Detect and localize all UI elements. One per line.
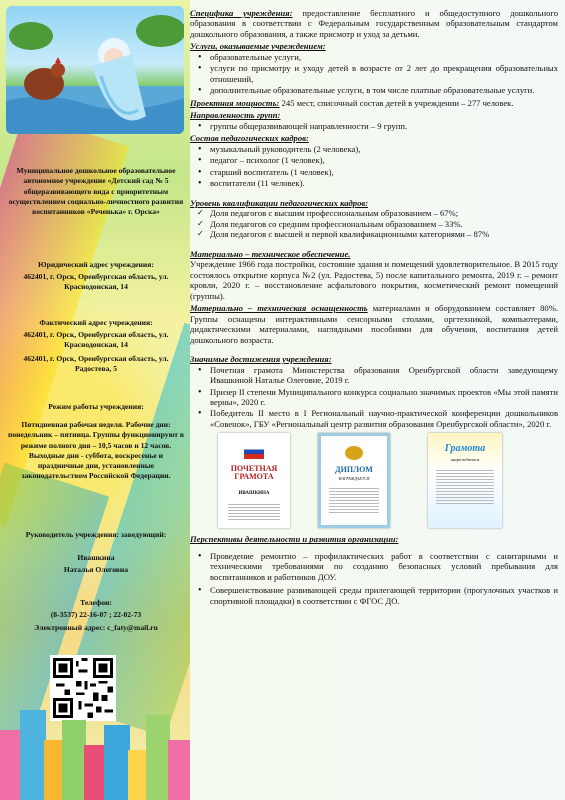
qualification-list: [190, 208, 558, 239]
groups-list: [190, 121, 558, 131]
list-item: • Совершенствование развивающей среды прилегающей территории (прогулочных участков и спортивной площадки) в соответствии с ФГОС ДО.: [210, 585, 558, 606]
list-item: • группы общеразвивающей направленности – 9 групп.: [210, 121, 558, 131]
list-item: • воспитатели (11 человек).: [210, 178, 558, 188]
list-item: • педагог – психолог (1 человек),: [210, 155, 558, 165]
achievements-list: [190, 365, 558, 430]
actual-address-label: Фактический адрес учреждения:: [39, 318, 153, 327]
head-name-given: Наталья Олеговна: [63, 565, 129, 574]
phone-number: (8-3537) 22-16-07 ; 22-02-73: [50, 610, 142, 619]
capacity-paragraph: [190, 98, 558, 108]
capacity-heading: Проектная мощность:: [190, 97, 280, 108]
groups-heading: Направленность групп:: [190, 110, 281, 121]
material-heading: Материально – техническое обеспечение.: [190, 248, 351, 259]
list-item: • Проведение ремонтно – профилактических работ в соответствии с санитарными и техническими требованиями по созданию безопасных условий пребывания для воспитанников и работников ДОУ.: [210, 551, 558, 582]
organization-title: Муниципальное дошкольное образовательное автономное учреждение «Детский сад № 5 общеразвивающего вида с приоритетным осуществлением социально-личностного развития воспитанников «Реченька» г. Орска»: [8, 166, 184, 216]
city-skyline-decoration: [0, 690, 190, 800]
phone-label: Телефон:: [80, 598, 112, 607]
staff-heading: Состав педагогических кадров:: [190, 133, 309, 144]
certificate-gramota-subtitle: награждается: [450, 456, 480, 462]
schedule-label: Режим работы учреждения:: [48, 402, 144, 411]
perspectives-heading: Перспективы деятельности и развития организации:: [190, 534, 399, 545]
list-item: • образовательные услуги,: [210, 52, 558, 62]
certificate-diploma-subtitle: НАГРАЖДАЕТСЯ: [338, 476, 370, 482]
equipment-text: материалами и оборудованием составляет 80%. Группы оснащены интерактивными сенсорными столами, оргтехникой, компьютерами, дидактическими материалами, наглядными пособиями для обучения, воспитания детей дошкольного возраста.: [190, 303, 559, 345]
legal-address-label: Юридический адрес учреждения:: [38, 260, 154, 269]
fairy-tale-illustration: [6, 6, 184, 134]
certificates-gallery: [190, 433, 558, 528]
certificate-diploma: [318, 433, 390, 528]
certificate-diploma-title: ДИПЛОМ: [335, 465, 373, 475]
actual-address-1: 462401, г. Орск, Оренбургская область, ул. Краснодонская, 14: [23, 330, 169, 350]
schedule-text: Пятидневная рабочая неделя. Рабочие дни: понедельник – пятница. Группы функционируют в режиме полного дня – 10,5 часов и 12 часов. Выходные дни - суббота, воскресенье и праздничные дни, установленные законодательством Российской Федерации.: [7, 420, 185, 481]
specifics-paragraph: [190, 8, 558, 39]
left-panel: [0, 0, 190, 800]
capacity-text: 245 мест, списочный состав детей в учреждении – 277 человек.: [279, 97, 514, 108]
specifics-heading: Специфика учреждения:: [190, 8, 293, 18]
certificate-honor-name: ИВАШКИНА: [238, 491, 270, 497]
certificate-honor: [218, 433, 290, 528]
perspectives-list: [190, 551, 558, 606]
head-name-surname: Ивашкина: [77, 553, 115, 562]
services-list: [190, 52, 558, 96]
achievements-heading: Значимые достижения учреждения:: [190, 354, 332, 365]
legal-address: 462401, г. Орск, Оренбургская область, ул. Краснодонская, 14: [23, 272, 169, 292]
list-item: • музыкальный руководитель (2 человека),: [210, 144, 558, 154]
certificate-honor-title: ПОЧЕТНАЯ ГРАМОТА: [230, 464, 278, 482]
list-item: • услуги по присмотру и уходу детей в возрасте от 2 лет до прекращения образовательных отношений,: [210, 63, 558, 84]
certificate-gramota: [428, 433, 502, 528]
list-item: • старший воспитатель (1 человек),: [210, 167, 558, 177]
list-item: ✓ Доля педагогов с высшей и первой квалификационными категориями – 87%: [210, 229, 558, 239]
specifics-text: предоставление бесплатного и общедоступного дошкольного образования в соответствии с Федеральным государственным образовательным стандартом дошкольного образования, а также присмотр и уход за детьми.: [190, 8, 558, 39]
services-heading: Услуги, оказываемые учреждением:: [190, 41, 326, 52]
right-panel: [190, 8, 558, 608]
certificate-gramota-title: Грамота: [444, 443, 486, 455]
qualification-heading: Уровень квалификации педагогических кадров:: [190, 197, 369, 208]
list-item: • Победитель II место в I Региональный научно-практической конференции дошкольников «Совенок», ГБУ «Региональный центр развития образования Оренбургской области», 2020 г.: [210, 408, 558, 429]
head-label: Руководитель учреждения: заведующий:: [25, 530, 167, 539]
list-item: • Призер II степени Муниципального конкурса социально значимых проектов «Мы этой памяти верны», 2020 г.: [210, 387, 558, 408]
equipment-paragraph: [190, 303, 558, 345]
list-item: • дополнительные образовательные услуги, в том числе платные образовательные услуги.: [210, 85, 558, 95]
actual-address-2: 462401, г. Орск, Оренбургская область, ул. Радостева, 5: [23, 354, 169, 374]
email-address[interactable]: Электронный адрес: c_faty@mail.ru: [34, 623, 158, 632]
staff-list: [190, 144, 558, 189]
list-item: • Почетная грамота Министерства образования Оренбургской области заведующему Ивашкиной Наталье Олеговне, 2019 г.: [210, 365, 558, 386]
list-item: ✓ Доля педагогов с высшим профессиональным образованием – 67%;: [210, 208, 558, 218]
equipment-heading: Материально – техническая оснащенность: [190, 303, 368, 314]
list-item: ✓ Доля педагогов со средним профессиональным образованием – 33%.: [210, 219, 558, 229]
material-text: Учреждение 1966 года постройки, состояние здания и помещений удовлетворительное. В 2015 году состоялось открытие корпуса №2 (ул. Радостева, 5) после капитального ремонта, 2019 г. – ремонт кровли, 2020 г. – восстановление асфальтового покрытия, косметический ремонт помещений (группы).: [190, 259, 558, 301]
